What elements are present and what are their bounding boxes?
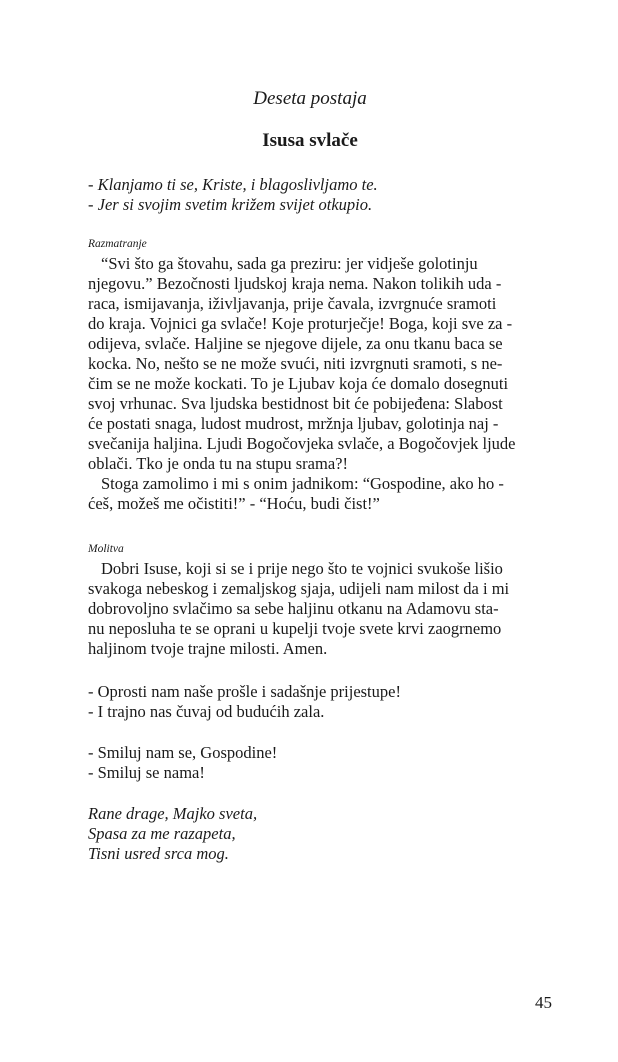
antiphon	[88, 175, 532, 215]
antiphon-line: - Jer si svojim svetim križem svijet otkupio.	[88, 195, 373, 214]
verse-line: Tisni usred srca mog.	[88, 844, 229, 863]
meditation-label: Razmatranje	[88, 238, 147, 250]
page-title: Isusa svlače	[262, 130, 358, 151]
meditation-line: njegovu.” Bezočnosti ljudskoj kraja nema. Nakon tolikih uda -	[88, 274, 502, 293]
antiphon-line: - Klanjamo ti se, Kriste, i blagoslivljamo te.	[88, 175, 378, 194]
prayer-line: nu neposluha te se oprani u kupelji tvoje svete krvi zaogrnemo	[88, 619, 502, 638]
meditation-text	[88, 254, 532, 514]
hymn-verse	[88, 804, 532, 864]
meditation-line: čim se ne može kockati. To je Ljubav koja će domalo dosegnuti	[88, 374, 509, 393]
response-line: - Smiluj se nama!	[88, 763, 205, 782]
meditation-line: Stoga zamolimo i mi s onim jadnikom: “Gospodine, ako ho -	[101, 474, 504, 493]
verse-line: Rane drage, Majko sveta,	[88, 804, 258, 823]
response-line: - I trajno nas čuvaj od budućih zala.	[88, 702, 325, 721]
meditation-line: svečanija haljina. Ljudi Bogočovjeka svlače, a Bogočovjek ljude	[88, 434, 516, 453]
meditation-line: odijeva, svlače. Haljine se njegove dijele, za onu tkanu baca se	[88, 334, 503, 353]
prayer-line: haljinom tvoje trajne milosti. Amen.	[88, 639, 328, 658]
meditation-line: “Svi što ga štovahu, sada ga preziru: jer vidješe golotinju	[101, 254, 478, 273]
meditation-line: svoj vrhunac. Sva ljudska bestidnost bit će pobijeđena: Slabost	[88, 394, 503, 413]
prayer-line: svakoga nebeskog i zemaljskog sjaja, udijeli nam milost da i mi	[88, 579, 510, 598]
prayer-line: Dobri Isuse, koji si se i prije nego što te vojnici svukoše lišio	[101, 559, 503, 578]
mercy-responses	[88, 743, 532, 783]
meditation-line: do kraja. Vojnici ga svlače! Koje proturječje! Boga, koji sve za -	[88, 314, 513, 333]
meditation-line: raca, ismijavanja, iživljavanja, prije čavala, izvrgnuće sramoti	[88, 294, 497, 313]
meditation-line: kocka. No, nešto se ne može svući, niti izvrgnuti sramoti, s ne-	[88, 354, 503, 373]
verse-line: Spasa za me razapeta,	[88, 824, 236, 843]
prayer-text	[88, 559, 532, 659]
meditation-line: ćeš, možeš me očistiti!” - “Hoću, budi čist!”	[88, 494, 380, 513]
prayer-line: dobrovoljno svlačimo sa sebe haljinu otkanu na Adamovu sta-	[88, 599, 499, 618]
meditation-line: će postati snaga, ludost mudrost, mržnja ljubav, golotinja naj -	[88, 414, 499, 433]
petition-responses	[88, 682, 532, 722]
page-number: 45	[535, 993, 552, 1012]
response-line: - Smiluj nam se, Gospodine!	[88, 743, 278, 762]
response-line: - Oprosti nam naše prošle i sadašnje prijestupe!	[88, 682, 401, 701]
prayer-label: Molitva	[88, 543, 124, 555]
meditation-line: oblači. Tko je onda tu na stupu srama?!	[88, 454, 348, 473]
station-heading: Deseta postaja	[253, 88, 367, 109]
